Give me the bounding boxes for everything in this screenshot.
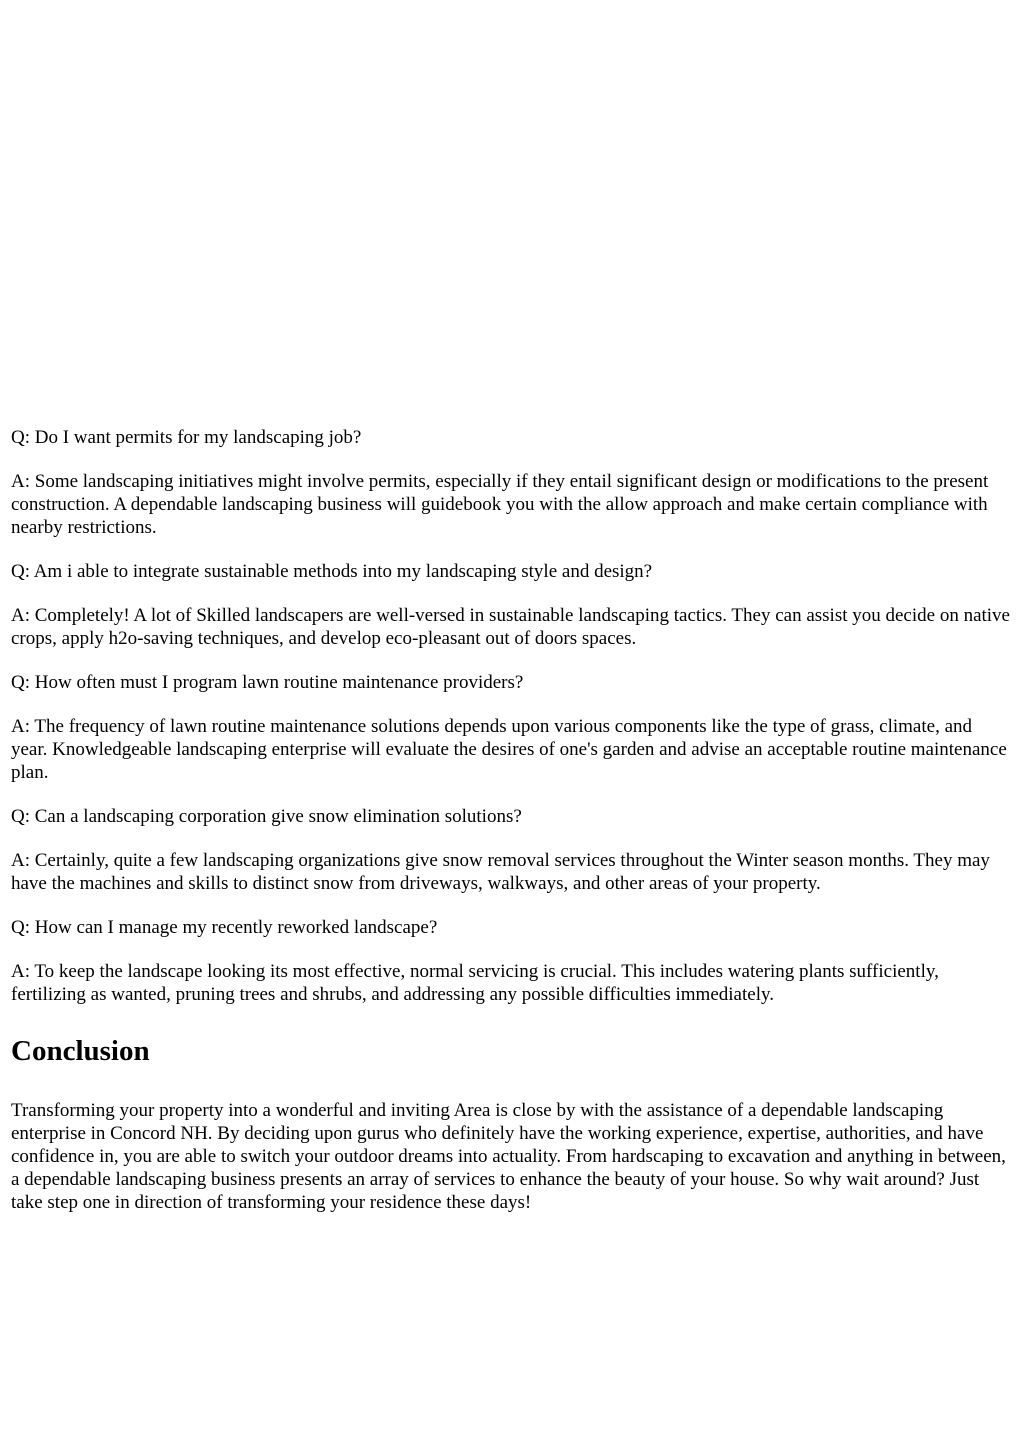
faq-answer-3: A: The frequency of lawn routine maintenance solutions depends upon various components like the type of grass, climate, and year. Knowledgeable landscaping enterprise will evaluate the desires of one's garden and advise an acceptable routine maintenance plan. bbox=[11, 716, 1007, 783]
faq-answer-2: A: Completely! A lot of Skilled landscapers are well-versed in sustainable landscaping tactics. They can assist you decide on native crops, apply h2o-saving techniques, and develop eco-pleasant out of doors spaces. bbox=[11, 605, 1010, 649]
faq-question-2: Q: Am i able to integrate sustainable methods into my landscaping style and design? bbox=[11, 561, 653, 582]
faq-question-1: Q: Do I want permits for my landscaping job? bbox=[11, 427, 362, 448]
conclusion-text: Transforming your property into a wonderful and inviting Area is close by with the assistance of a dependable landscaping enterprise in Concord NH. By deciding upon gurus who definitely have the working experience, expertise, authorities, and have confidence in, you are able to switch your outdoor dreams into actuality. From hardscaping to excavation and anything in between, a dependable landscaping business presents an array of services to enhance the beauty of your house. So why wait around? Just take step one in direction of transforming your residence these days! bbox=[11, 1100, 1006, 1213]
faq-question-3: Q: How often must I program lawn routine maintenance providers? bbox=[11, 672, 524, 693]
document-body bbox=[11, 426, 1011, 1235]
faq-answer-1: A: Some landscaping initiatives might involve permits, especially if they entail significant design or modifications to the present construction. A dependable landscaping business will guidebook you with the allow approach and make certain compliance with nearby restrictions. bbox=[11, 471, 989, 538]
faq-question-4: Q: Can a landscaping corporation give snow elimination solutions? bbox=[11, 806, 522, 827]
faq-answer-4: A: Certainly, quite a few landscaping organizations give snow removal services throughout the Winter season months. They may have the machines and skills to distinct snow from driveways, walkways, and other areas of your property. bbox=[11, 850, 990, 894]
conclusion-heading: Conclusion bbox=[11, 1035, 150, 1067]
faq-answer-5: A: To keep the landscape looking its most effective, normal servicing is crucial. This includes watering plants sufficiently, fertilizing as wanted, pruning trees and shrubs, and addressing any possible difficulties immediately. bbox=[11, 961, 939, 1005]
faq-question-5: Q: How can I manage my recently reworked landscape? bbox=[11, 917, 438, 938]
